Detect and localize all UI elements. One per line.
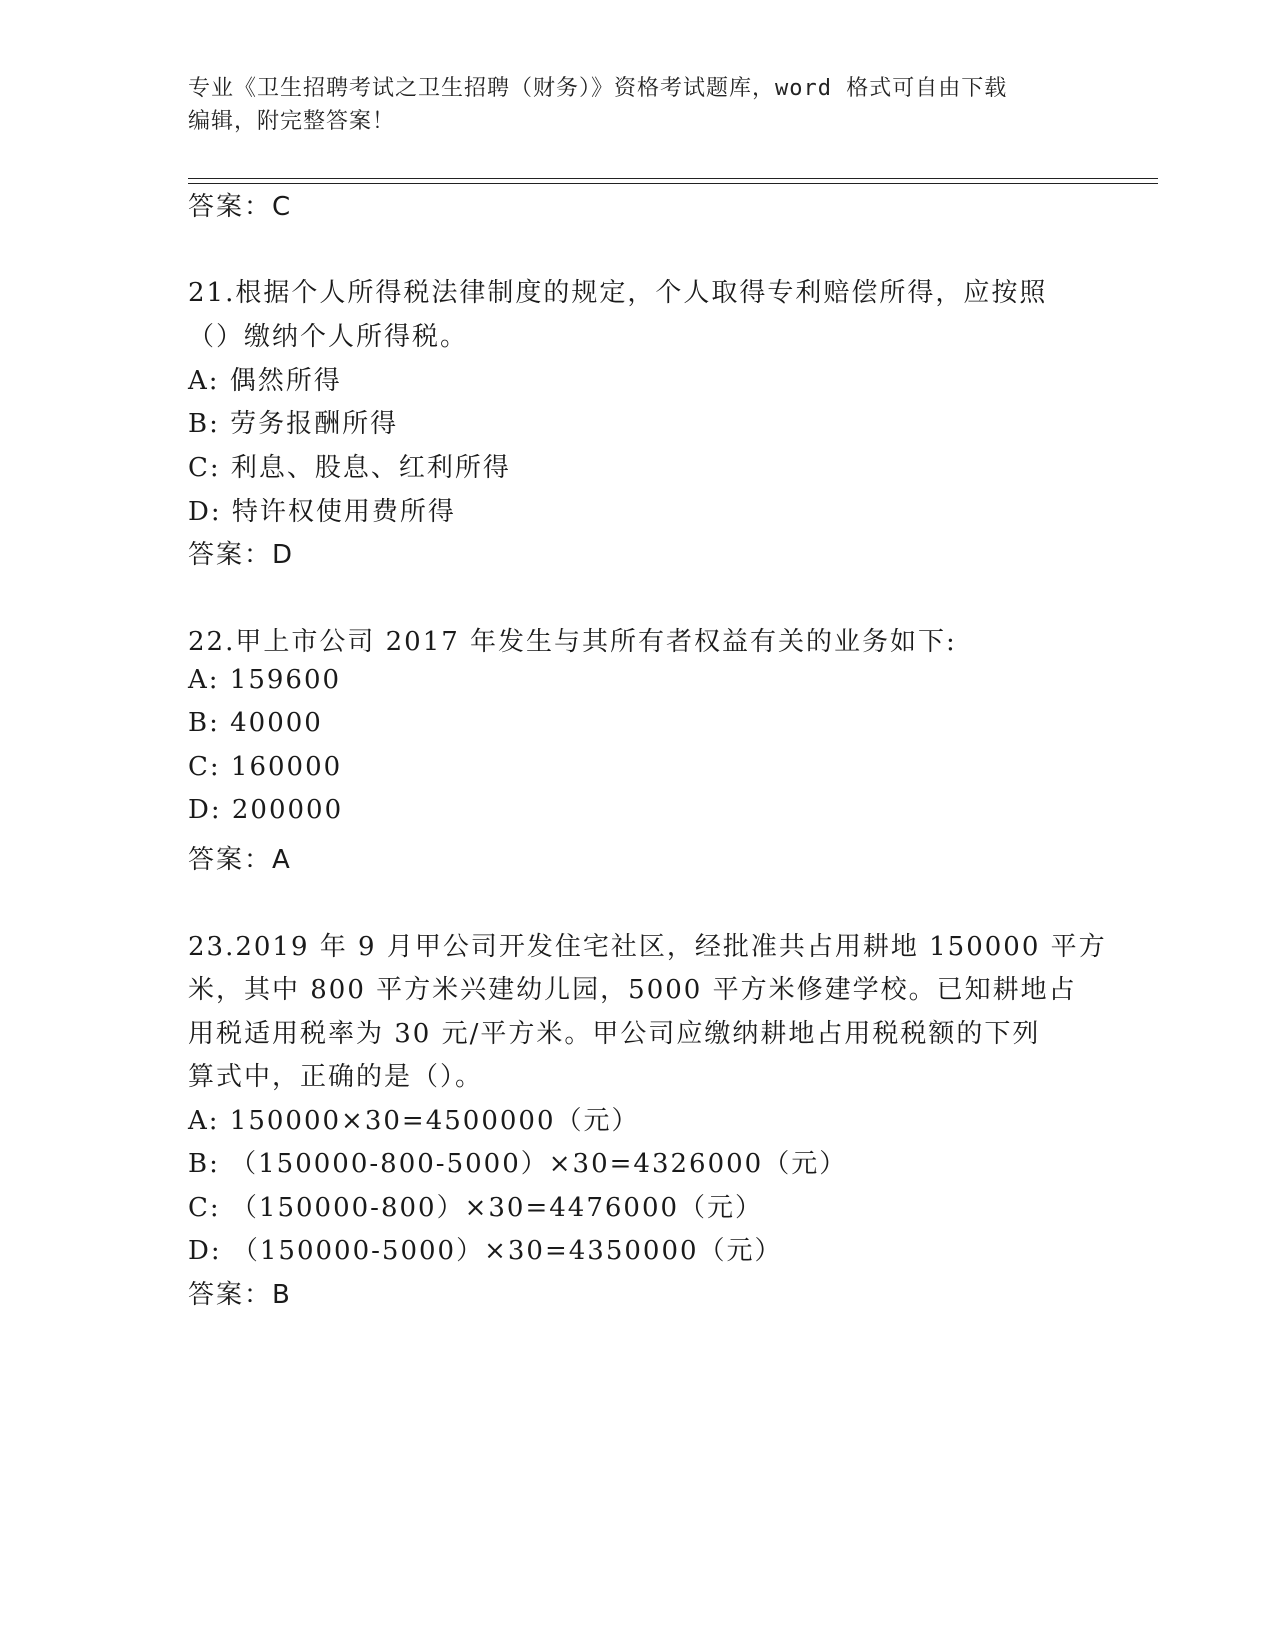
question-22-answer: 答案：A <box>188 845 292 875</box>
question-22-option-a: A: 159600 <box>188 665 342 695</box>
question-21-option-c: C: 利息、股息、红利所得 <box>188 453 511 483</box>
previous-answer: 答案：C <box>188 192 293 222</box>
question-21-option-d: D: 特许权使用费所得 <box>188 497 456 527</box>
header-divider-bottom <box>188 183 1158 184</box>
question-23-option-a: A: 150000×30=4500000（元） <box>188 1106 640 1136</box>
header-divider-top <box>188 178 1158 179</box>
question-22-option-d: D: 200000 <box>188 795 344 825</box>
question-23-option-c: C: （150000-800）×30=4476000（元） <box>188 1193 764 1223</box>
question-21-option-b: B: 劳务报酬所得 <box>188 409 399 439</box>
question-23-stem-line-3: 用税适用税率为 30 元/平方米。甲公司应缴纳耕地占用税税额的下列 <box>188 1019 1041 1049</box>
document-header <box>188 72 1088 138</box>
question-21-stem-line-1: 21.根据个人所得税法律制度的规定，个人取得专利赔偿所得，应按照 <box>188 278 1048 308</box>
question-22-stem-line-1: 22.甲上市公司 2017 年发生与其所有者权益有关的业务如下: <box>188 627 957 657</box>
header-line-2: 编辑，附完整答案！ <box>188 109 396 134</box>
question-21-option-a: A: 偶然所得 <box>188 366 342 396</box>
question-23-stem-line-1: 23.2019 年 9 月甲公司开发住宅社区，经批准共占用耕地 150000 平方 <box>188 932 1107 962</box>
question-23-answer: 答案：B <box>188 1280 292 1310</box>
question-22-option-b: B: 40000 <box>188 708 323 738</box>
question-22-option-c: C: 160000 <box>188 752 343 782</box>
question-23-option-b: B: （150000-800-5000）×30=4326000（元） <box>188 1149 848 1179</box>
question-23-stem-line-4: 算式中，正确的是（）。 <box>188 1062 484 1092</box>
question-21-stem-line-2: （）缴纳个人所得税。 <box>188 322 469 352</box>
header-line-1: 专业《卫生招聘考试之卫生招聘（财务）》资格考试题库，word 格式可自由下载 <box>188 76 1008 101</box>
question-23-option-d: D: （150000-5000）×30=4350000（元） <box>188 1236 783 1266</box>
question-23-stem-line-2: 米，其中 800 平方米兴建幼儿园，5000 平方米修建学校。已知耕地占 <box>188 975 1077 1005</box>
question-21-answer: 答案：D <box>188 540 295 570</box>
